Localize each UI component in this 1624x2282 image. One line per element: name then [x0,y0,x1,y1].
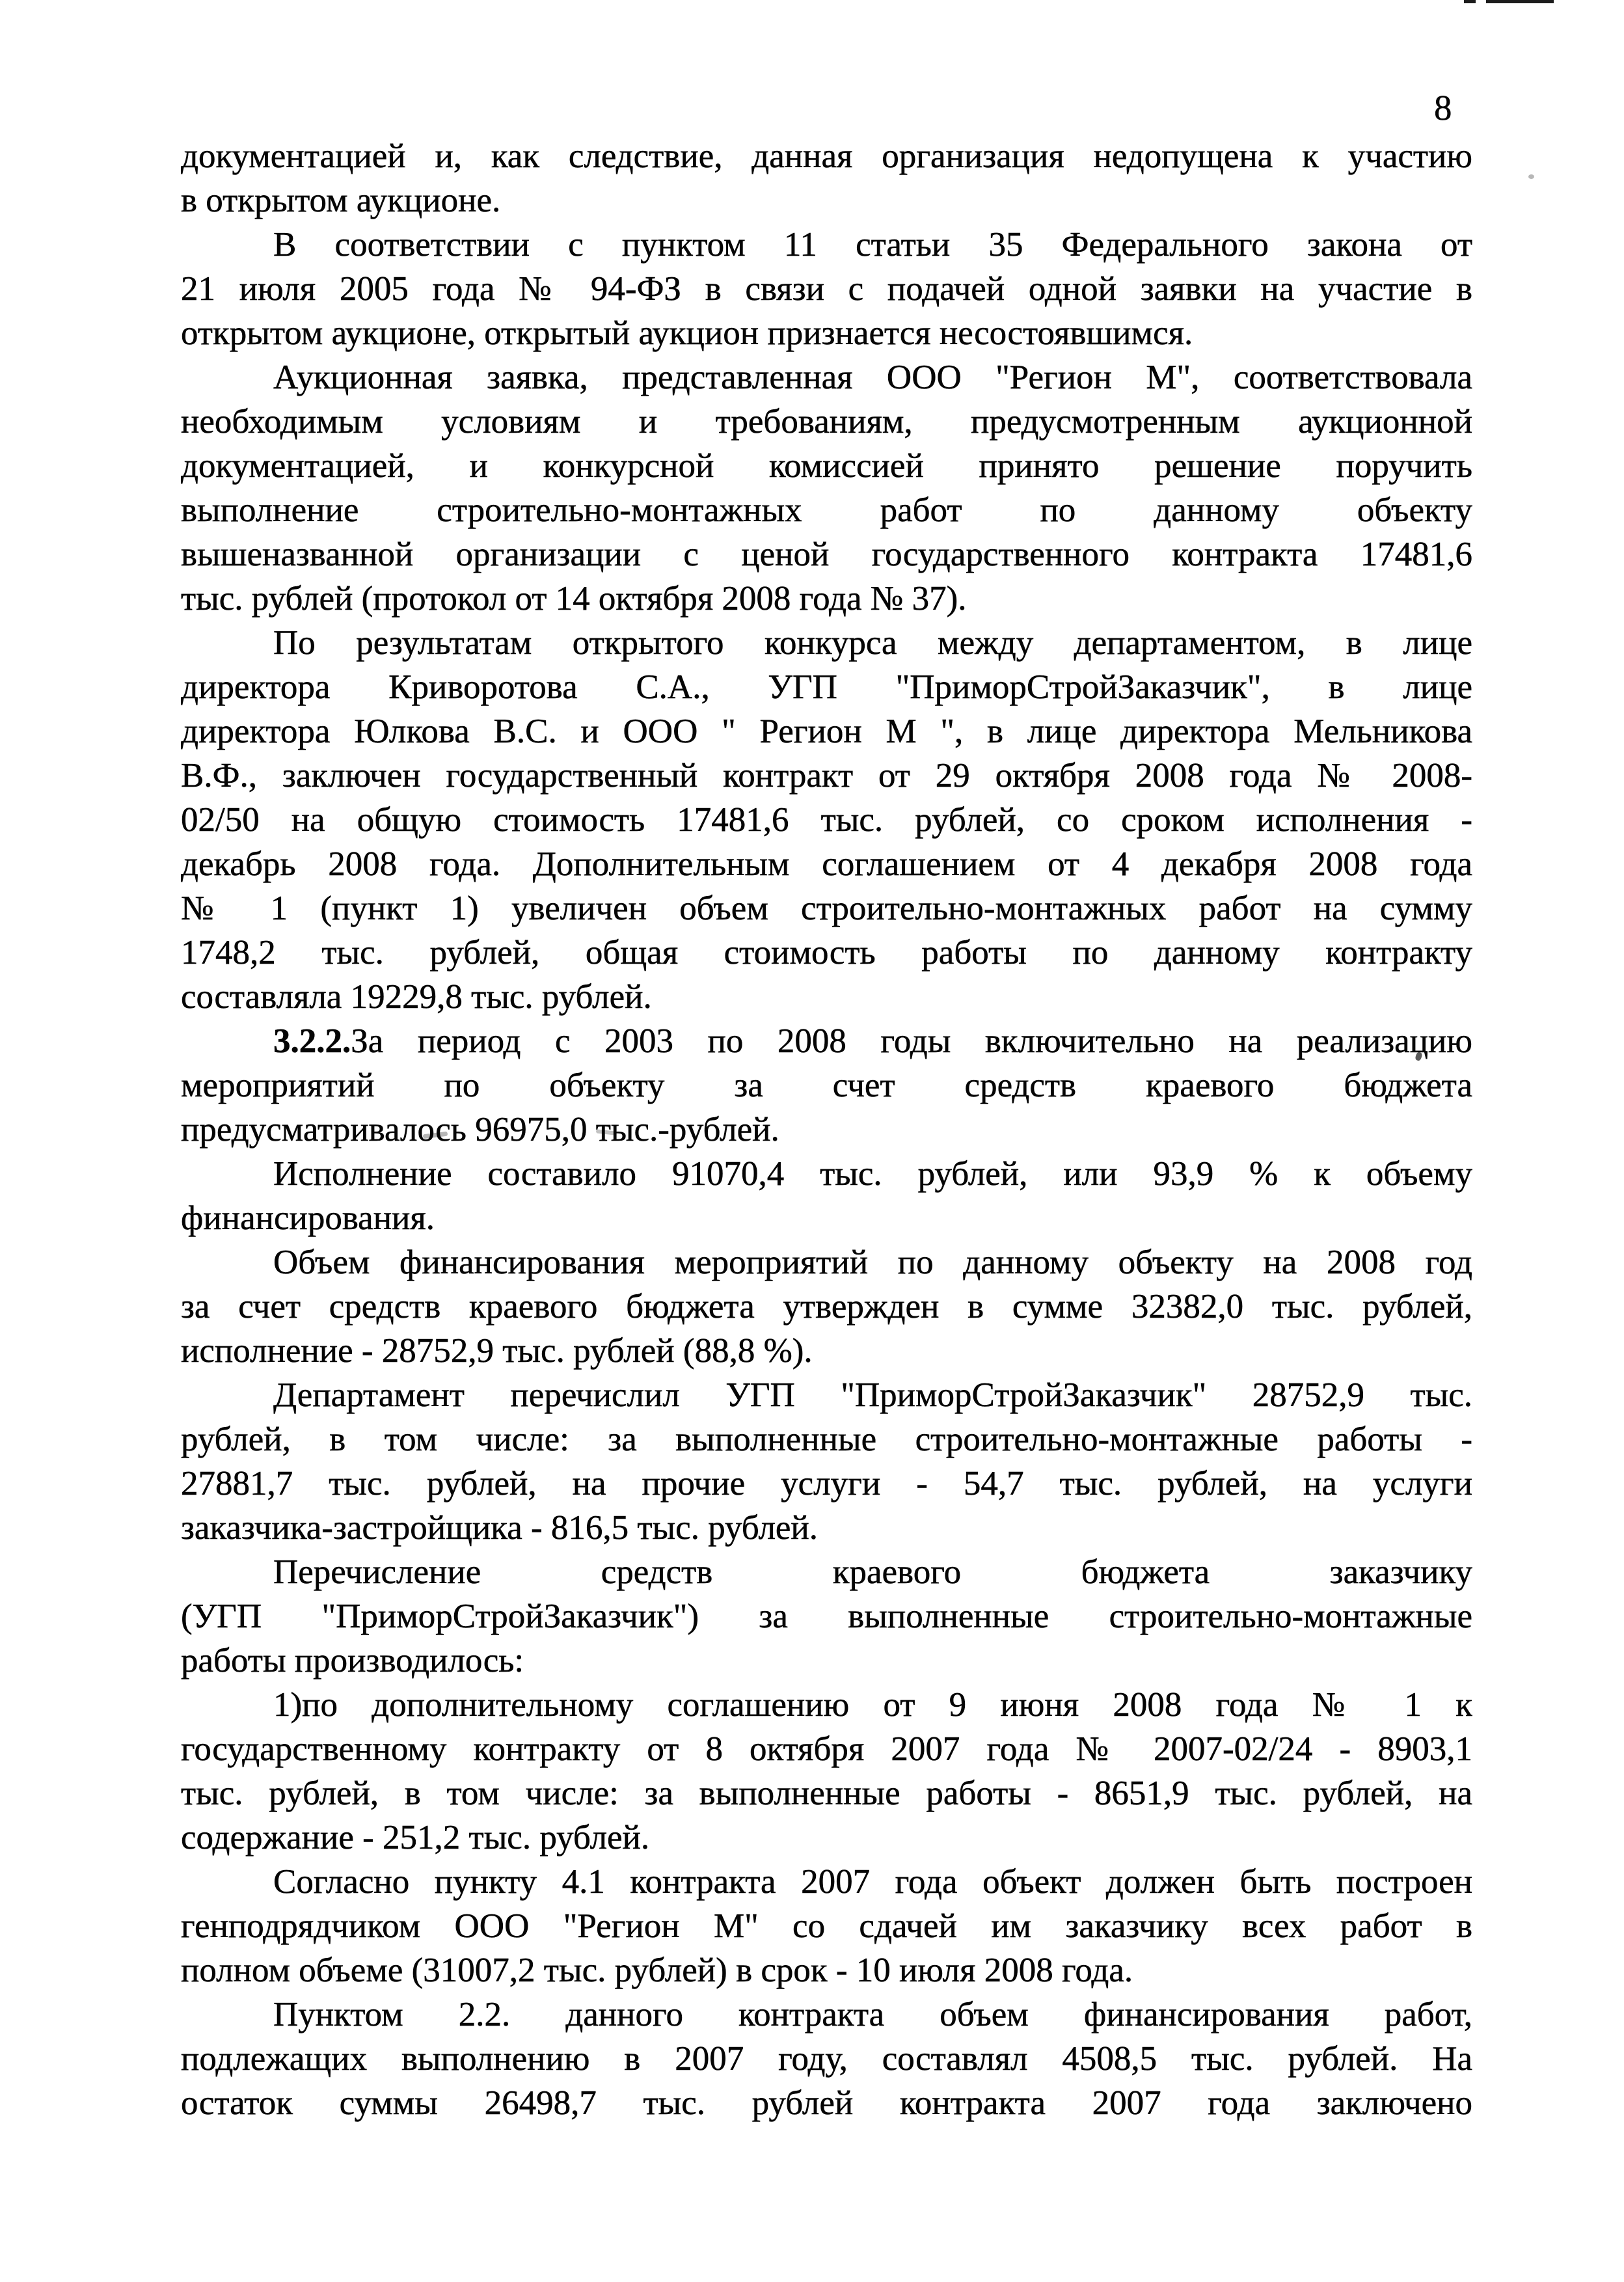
text-line: Аукционная заявка, представленная ООО "Регион М", соответствовала [273,359,1472,396]
text-line: открытом аукционе, открытый аукцион признается несостоявшимся. [181,314,1193,352]
scan-artifact-top-dash [1464,0,1476,3]
text-line: директора Юлкова В.С. и ООО " Регион М ", в лице директора Мельникова [181,713,1472,750]
text-line: директора Криворотова С.А., УГП "ПриморСтройЗаказчик", в лице [181,668,1472,706]
text-line: составляла 19229,8 тыс. рублей. [181,978,652,1016]
text-line: По результатам открытого конкурса между департаментом, в лице [273,624,1472,662]
text-line: полном объеме (31007,2 тыс. рублей) в срок - 10 июля 2008 года. [181,1951,1133,1989]
text-line: (УГП "ПриморСтройЗаказчик") за выполненные строительно-монтажные [181,1597,1472,1635]
text-line: выполнение строительно-монтажных работ по данному объекту [181,491,1472,529]
text-line: 27881,7 тыс. рублей, на прочие услуги - 54,7 тыс. рублей, на услуги [181,1465,1472,1502]
section-number: 3.2.2. [273,1022,351,1060]
text-line: заказчика-застройщика - 816,5 тыс. рублей. [181,1509,819,1547]
text-line: подлежащих выполнению в 2007 году, составлял 4508,5 тыс. рублей. На [181,2040,1472,2078]
text-line: генподрядчиком ООО "Регион М" со сдачей им заказчику всех работ в [181,1907,1472,1945]
text-line: 1748,2 тыс. рублей, общая стоимость работы по данному контракту [181,934,1472,971]
text-line: документацией и, как следствие, данная организация недопущена к участию [181,137,1472,175]
text-line: В.Ф., заключен государственный контракт от 29 октября 2008 года № 2008- [181,757,1472,795]
text-line: содержание - 251,2 тыс. рублей. [181,1819,650,1856]
text-line: В соответствии с пунктом 11 статьи 35 Федерального закона от [273,226,1472,264]
text-line: декабрь 2008 года. Дополнительным соглашением от 4 декабря 2008 года [181,845,1472,883]
text-line: за счет средств краевого бюджета утвержден в сумме 32382,0 тыс. рублей, [181,1288,1472,1325]
text-line: финансирования. [181,1199,435,1237]
text-line: Исполнение составило 91070,4 тыс. рублей, или 93,9 % к объему [273,1155,1472,1193]
text-line: 3.2.2.За период с 2003 по 2008 годы включительно на реализацию [273,1022,1472,1060]
text-line: тыс. рублей (протокол от 14 октября 2008 года № 37). [181,580,967,618]
text-line: в открытом аукционе. [181,182,501,219]
text-line: Департамент перечислил УГП "ПриморСтройЗаказчик" 28752,9 тыс. [273,1376,1472,1414]
text-line: вышеназванной организации с ценой государственного контракта 17481,6 [181,536,1472,573]
text-line: тыс. рублей, в том числе: за выполненные работы - 8651,9 тыс. рублей, на [181,1774,1472,1812]
text-line: Перечисление средств краевого бюджета заказчику [273,1553,1472,1591]
text-line: исполнение - 28752,9 тыс. рублей (88,8 %). [181,1332,813,1370]
text-line: Пунктом 2.2. данного контракта объем финансирования работ, [273,1996,1472,2033]
page-number: 8 [1434,88,1452,128]
scan-artifact-top-dash [1486,0,1554,3]
text-line: № 1 (пункт 1) увеличен объем строительно-монтажных работ на сумму [181,890,1472,927]
text-line: работы производилось: [181,1642,524,1679]
text-line: 21 июля 2005 года № 94-ФЗ в связи с подачей одной заявки на участие в [181,270,1472,308]
text-line: остаток суммы 26498,7 тыс. рублей контракта 2007 года заключено [181,2084,1472,2122]
text-line: 1)по дополнительному соглашению от 9 июня 2008 года № 1 к [273,1686,1472,1724]
text-line: документацией, и конкурсной комиссией принято решение поручить [181,447,1472,485]
text-line: необходимым условиям и требованиям, предусмотренным аукционной [181,403,1472,441]
text-line: 02/50 на общую стоимость 17481,6 тыс. рублей, со сроком исполнения - [181,801,1472,839]
text-line: рублей, в том числе: за выполненные строительно-монтажные работы - [181,1420,1472,1458]
scan-speck [1528,174,1534,179]
text-line: Объем финансирования мероприятий по данному объекту на 2008 год [273,1243,1472,1281]
text-line: мероприятий по объекту за счет средств краевого бюджета [181,1066,1472,1104]
text-line: государственному контракту от 8 октября 2007 года № 2007-02/24 - 8903,1 [181,1730,1472,1768]
text-line: Согласно пункту 4.1 контракта 2007 года объект должен быть построен [273,1863,1472,1901]
text-block [181,134,1472,2125]
text-line: предусматривалось 96975,0 тыс.-рублей. [181,1111,779,1148]
